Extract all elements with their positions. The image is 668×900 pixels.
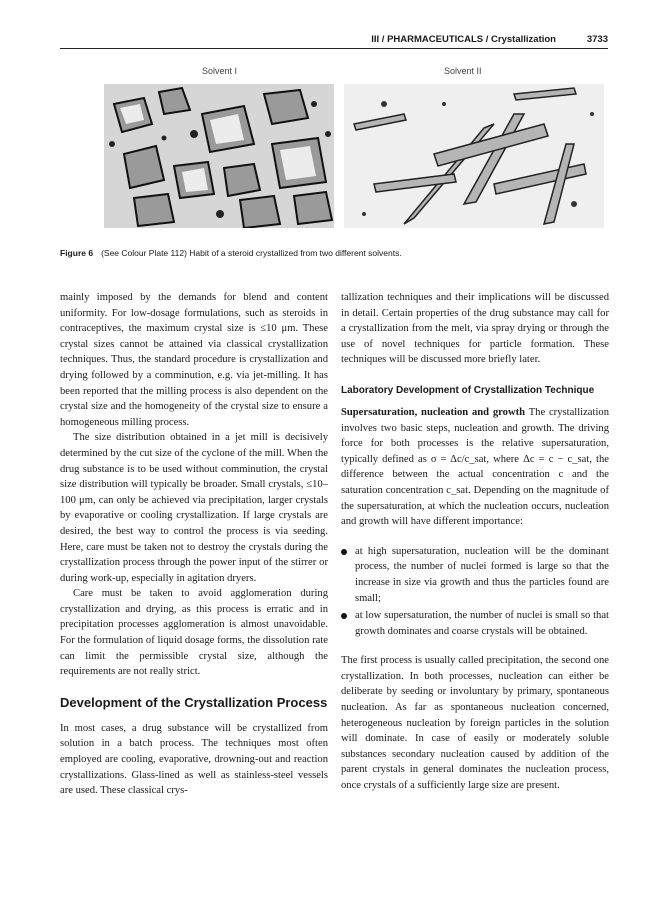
paragraph xyxy=(341,405,609,530)
paragraph: In most cases, a drug substance will be crystallized from solution in a batch process. The techniques most often employed are cooling, evaporative, drowning-out and reaction crystallizations. Glass-lined as well as stainless-steel vessels are used. These classical crys- xyxy=(60,722,328,797)
running-head-section: III / PHARMACEUTICALS / Crystallization xyxy=(371,34,556,45)
runin-heading: Supersaturation, nucleation and growth xyxy=(341,406,526,418)
page-number: 3733 xyxy=(586,34,608,45)
list-item-text: at low supersaturation, the number of nuclei is small so that growth dominates and coarse crystals will be obtained. xyxy=(355,610,609,637)
panel-label-solvent-2: Solvent II xyxy=(444,66,482,76)
running-head xyxy=(60,34,608,49)
panel-label-solvent-1: Solvent I xyxy=(202,66,238,76)
figure-6 xyxy=(60,66,608,266)
paragraph: The size distribution obtained in a jet mill is decisively determined by the cut size of the cyclone of the mill. When the drug substance is to be used without comminution, the crystal size distribution will typically be broader. Small crystals, ≤10–100 μm, can only be achieved via precipitation, larger crystals by evaporative or cooling crystallization. If large crystals are desired, the best way to control the process is via seeding. Here, care must be taken not to destroy the crystals during the crystallization process through the power input of the stirrer or during work-up, especially in agitation dryers. xyxy=(60,432,328,584)
micrograph-solvent-1 xyxy=(104,84,334,228)
right-column xyxy=(341,290,609,794)
figure-caption xyxy=(60,248,608,259)
micrograph-solvent-2 xyxy=(344,84,604,228)
paragraph: The first process is usually called precipitation, the second one crystallization. In both processes, nucleation can either be deliberate by seeding or involuntary by primary, spontaneous nucleation. As far as spontaneous nucleation concerned, heterogeneous nucleation by foreign particles in the solution will dominate. In case of easily or moderately soluble substances secondary nucleation caused by addition of the parent crystals in general dominates the nucleation process, once crystals of a sufficiently large size are present. xyxy=(341,655,609,792)
paragraph: Care must be taken to avoid agglomeration during crystallization and drying, as this process is erratic and in precipitation processes agglomeration is almost unavoidable. For the formulation of liquid dosage forms, the dissolution rate can limit the permissible crystal size, although the requirements are not really strict. xyxy=(60,588,328,678)
figure-label: Figure 6 xyxy=(60,248,94,258)
paragraph-text: The crystallization involves two basic steps, nucleation and growth. The driving force for both processes is the relative supersaturation, typically defined as σ = Δc/c_sat, where Δc = c − c_sat, the difference between the actual concentration c and the saturation concentration c_sat. Depending on the magnitude of the supersaturation, at which the nucleation occurs, nucleation and growth will have different importance: xyxy=(341,406,609,528)
figure-caption-text: (See Colour Plate 112) Habit of a steroid crystallized from two different solvents. xyxy=(101,248,402,258)
bullet-list xyxy=(341,544,609,640)
section-heading: Development of the Crystallization Process xyxy=(60,694,328,710)
paragraph: tallization techniques and their implications will be discussed in detail. Certain properties of the drug substance may call for a crystallization from the melt, via spray drying or through the use of novel techniques for particle formation. These techniques will be discussed more briefly later. xyxy=(341,292,609,366)
bullet-icon xyxy=(341,613,347,619)
bullet-icon xyxy=(341,549,347,555)
paragraph: mainly imposed by the demands for blend and content uniformity. For low-dosage formulations, such as steroids in contraceptives, the maximum crystal size is ≤10 μm. These crystal sizes cannot be attained via classical crystallization techniques. Thus, the standard procedure is crystallization and drying followed by a comminution, e.g. via jet-milling. It has been reported that the milling process is also dependent on the crystal size and the homogeneity of the crystal size to ensure a homogeneous milling process. xyxy=(60,292,328,428)
list-item xyxy=(341,544,609,606)
subsection-heading: Laboratory Development of Crystallization Technique xyxy=(341,384,595,396)
left-column xyxy=(60,290,328,799)
list-item xyxy=(341,608,609,639)
list-item-text: at high supersaturation, nucleation will be the dominant process, the number of nuclei formed is large so that the increase in size via growth and thus the particles found are small; xyxy=(355,545,609,604)
